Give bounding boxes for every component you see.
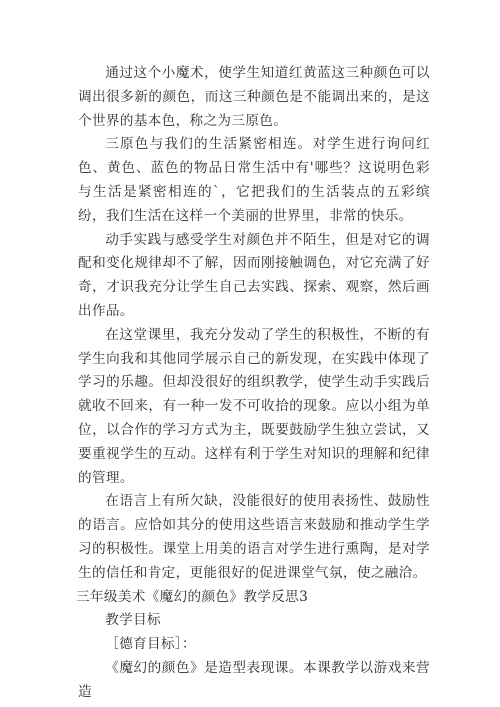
paragraph-3: 动手实践与感受学生对颜色并不陌生，但是对它的调配和变化规律却不了解，因而刚接触调色，对它充满了好奇，才识我充分让学生自己去实践、探索、观察，然后画出作品。 bbox=[78, 231, 430, 319]
paragraph-final: 《魔幻的颜色》是造型表现课。本课教学以游戏来营造 bbox=[78, 659, 430, 700]
paragraph-4: 在这堂课里，我充分发动了学生的积极性，不断的有学生向我和其他同学展示自己的新发现，在实践中体现了学习的乐趣。但却没很好的组织教学，使学生动手实践后就收不回来，有一种一发不可收拾的现象。应以小组为单位，以合作的学习方式为主，既要鼓励学生独立尝试，又要重视学生的互动。这样有利于学生对知识的理解和纪律的管理。 bbox=[78, 326, 430, 486]
subheading-teaching-goals: 教学目标 bbox=[105, 612, 161, 629]
document-page bbox=[78, 62, 430, 705]
moral-goal-label: ［德育目标］： bbox=[105, 636, 196, 653]
section-heading: 三年级美术《魔幻的颜色》教学反思3 bbox=[76, 588, 309, 605]
paragraph-5: 在语言上有所欠缺，没能很好的使用表扬性、鼓励性的语言。应恰如其分的使用这些语言来鼓励和推动学生学习的积极性。课堂上用美的语言对学生进行熏陶，是对学生的信任和肯定，更能很好的促进课堂气氛，使之融洽。 bbox=[78, 493, 430, 581]
paragraph-2: 三原色与我们的生活紧密相连。对学生进行询问红色、黄色、蓝色的物品日常生活中有'哪些？这说明色彩与生活是紧密相连的`，它把我们的生活装点的五彩缤纷，我们生活在这样一个美丽的世界里，非常的快乐。 bbox=[78, 136, 430, 224]
paragraph-1: 通过这个小魔术，使学生知道红黄蓝这三种颜色可以调出很多新的颜色，而这三种颜色是不能调出来的，是这个世界的基本色，称之为三原色。 bbox=[78, 65, 430, 129]
